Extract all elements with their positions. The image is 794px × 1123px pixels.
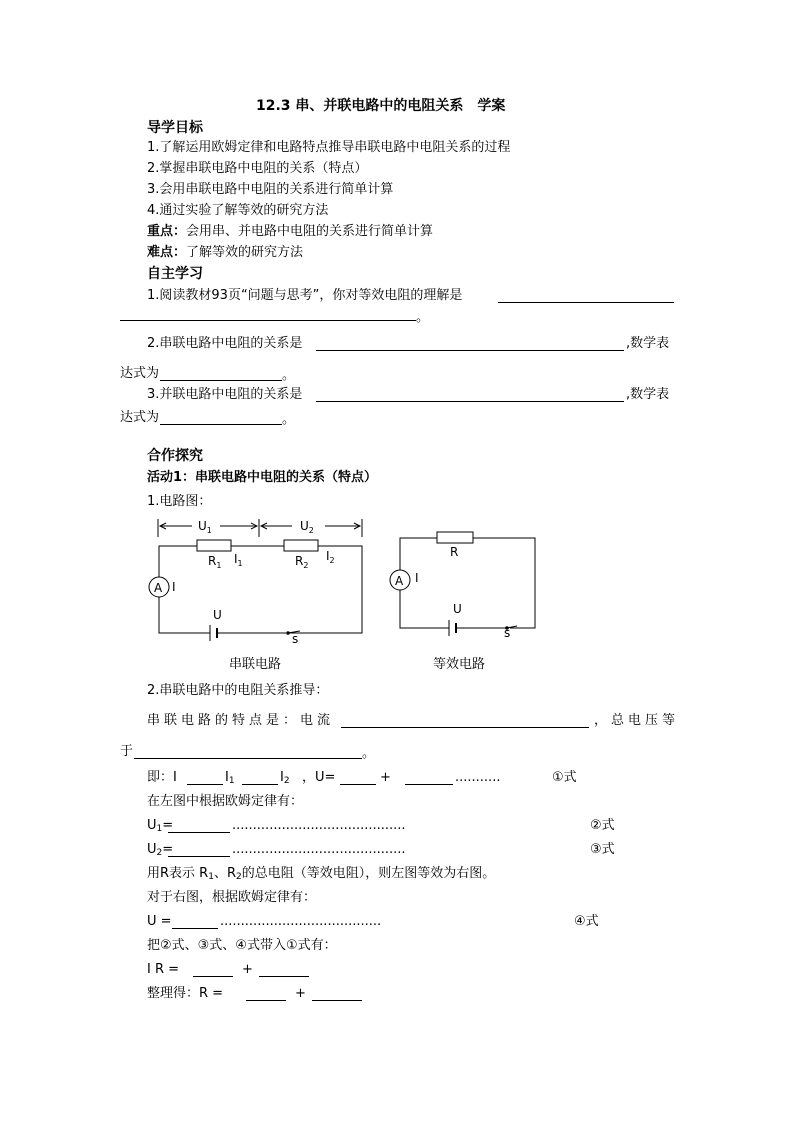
q2-line2: 达式为: [120, 366, 160, 381]
ji-tag: ①式: [552, 770, 577, 785]
ji-u: ，U=: [302, 770, 336, 785]
feature-text-c: 于: [120, 744, 134, 759]
use-r-text: 用R表示 $R_1$、$R_2$的总电阻（等效电阻），则左图等效为右图。: [147, 866, 496, 882]
resistor-r1: [197, 540, 231, 551]
guide-item-4: 4.通过实验了解等效的研究方法: [147, 203, 329, 218]
ji-dots: ...........: [455, 770, 501, 785]
ji-text-a: 即：I: [147, 770, 177, 785]
r1-label: $R_1$: [208, 554, 222, 570]
key-point: [147, 224, 433, 240]
r-label: R: [450, 545, 459, 559]
q2-formula-line[interactable]: [160, 380, 282, 381]
u1-tag: ②式: [590, 818, 615, 833]
ir-blank-1[interactable]: [193, 976, 233, 977]
ji-blank-1[interactable]: [187, 784, 223, 785]
u1-dots: ..........................................: [232, 818, 406, 833]
feature-text-b: ，总电压等: [594, 713, 680, 728]
guide-item-1: 1.了解运用欧姆定律和电路特点推导串联电路中电阻关系的过程: [147, 140, 511, 155]
ammeter-i-label: I: [172, 580, 176, 594]
q2-answer-line[interactable]: [316, 350, 624, 351]
u1-blank[interactable]: [168, 832, 230, 833]
result-eq: 整理得：R =: [147, 986, 224, 1001]
ji-plus: +: [380, 770, 391, 785]
resistor-r2: [284, 540, 318, 551]
ji-i1: $I_1$: [225, 770, 235, 786]
ir-blank-2[interactable]: [259, 976, 309, 977]
key-text: 会用串、并电路中电阻的关系进行简单计算: [186, 224, 434, 239]
ji-blank-4[interactable]: [405, 784, 453, 785]
q3-formula-line[interactable]: [160, 424, 282, 425]
equivalent-circuit-diagram: [385, 525, 545, 640]
u-tag: ④式: [574, 914, 599, 929]
eq-wire-top-left: [400, 538, 437, 570]
u-dots: .......................................: [220, 914, 382, 929]
wire-top-left: [159, 546, 197, 577]
u2-dots: ..........................................: [232, 842, 406, 857]
hard-text: 了解等效的研究方法: [186, 245, 304, 260]
result-plus: +: [295, 986, 306, 1001]
q3-line2: 达式为: [120, 410, 160, 425]
self-study-heading: 自主学习: [147, 266, 203, 282]
ji-blank-3[interactable]: [340, 784, 376, 785]
feature-voltage-line[interactable]: [134, 758, 362, 759]
q2-end: 。: [282, 368, 296, 383]
eq-switch-s-label: s: [504, 626, 511, 640]
right-ohm-text: 对于右图，根据欧姆定律有：: [147, 890, 317, 905]
wire-left-bottom: [159, 597, 210, 633]
step-1: 1.电路图：: [147, 494, 212, 509]
u-eq: U =: [147, 914, 172, 929]
result-blank-1[interactable]: [246, 1000, 286, 1001]
key-label: 重点：: [147, 224, 187, 239]
hard-label: 难点：: [147, 245, 187, 260]
q2-tail: ,数学表: [626, 336, 670, 351]
u2-tag: ③式: [590, 842, 615, 857]
q3-answer-line[interactable]: [316, 401, 624, 402]
q2-text: 2.串联电路中电阻的关系是: [147, 336, 303, 351]
ji-i2: $I_2$: [280, 770, 290, 786]
u1-eq: $U_1=$: [147, 818, 174, 834]
left-ohm-text: 在左图中根据欧姆定律有：: [147, 794, 304, 809]
feature-end: 。: [362, 746, 376, 761]
q1-answer-line-2[interactable]: [120, 320, 416, 321]
r2-label: $R_2$: [295, 554, 309, 570]
switch-s-label: s: [292, 632, 299, 645]
coop-heading: 合作探究: [147, 448, 203, 464]
q1-text: 1.阅读教材93页“问题与思考”，你对等效电阻的理解是: [147, 288, 463, 303]
equivalent-caption: 等效电路: [433, 657, 486, 672]
q1-end: 。: [416, 310, 430, 325]
battery-u-label: U: [213, 608, 222, 622]
hard-point: [147, 245, 303, 261]
step-2: 2.串联电路中的电阻关系推导：: [147, 683, 329, 698]
guide-heading: 导学目标: [147, 120, 203, 136]
i2-label: $I_2$: [326, 549, 335, 565]
ir-plus: +: [242, 962, 253, 977]
feature-current-line[interactable]: [341, 727, 589, 728]
feature-text-a: 串联电路的特点是：电流: [147, 713, 335, 728]
ir-eq: I R =: [147, 962, 180, 977]
u1-label: $U_1$: [198, 519, 212, 535]
eq-wire-left-bottom: [400, 590, 449, 628]
u2-label: $U_2$: [300, 519, 314, 535]
resistor-r: [437, 532, 473, 543]
eq-battery-u-label: U: [453, 602, 462, 616]
guide-item-2: 2.掌握串联电路中电阻的关系（特点）: [147, 161, 368, 176]
i1-label: $I_1$: [234, 552, 243, 568]
q1-answer-line-1[interactable]: [498, 302, 674, 303]
u2-eq: $U_2=$: [147, 842, 174, 858]
q3-text: 3.并联电路中电阻的关系是: [147, 387, 303, 402]
ammeter-a-label: A: [154, 581, 163, 595]
series-caption: 串联电路: [229, 657, 282, 672]
q3-tail: ,数学表: [626, 387, 670, 402]
series-circuit-diagram: [140, 515, 380, 645]
page-title: 12.3 串、并联电路中的电阻关系 学案: [256, 98, 506, 114]
result-blank-2[interactable]: [312, 1000, 362, 1001]
ji-blank-2[interactable]: [242, 784, 278, 785]
activity-title: 活动1：串联电路中电阻的关系（特点）: [147, 470, 378, 485]
u2-blank[interactable]: [168, 856, 230, 857]
eq-wire-right: [473, 538, 535, 628]
substitute-text: 把②式、③式、④式带入①式有：: [147, 938, 337, 953]
eq-ammeter-i-label: I: [415, 571, 419, 585]
guide-item-3: 3.会用串联电路中电阻的关系进行简单计算: [147, 182, 394, 197]
eq-ammeter-a-label: A: [395, 574, 404, 588]
q3-end: 。: [282, 412, 296, 427]
u-blank[interactable]: [172, 928, 218, 929]
